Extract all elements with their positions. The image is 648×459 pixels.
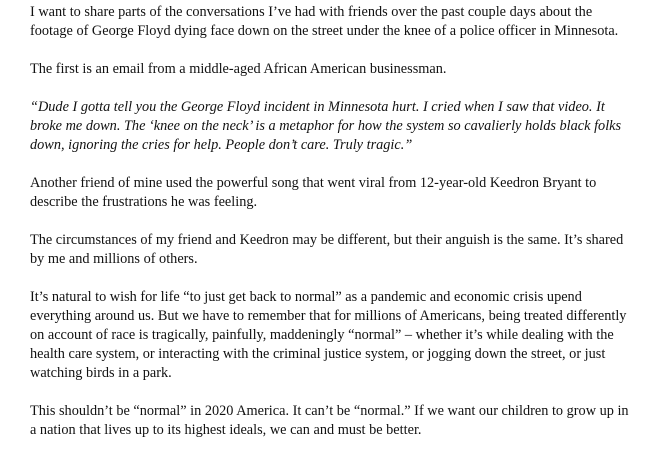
article-body — [30, 3, 630, 459]
paragraph-song: Another friend of mine used the powerful song that went viral from 12-year-old Keedron Bryant to describe the frustrations he was feeling. — [30, 175, 597, 210]
paragraph-email-intro: The first is an email from a middle-aged African American businessman. — [30, 61, 447, 77]
paragraph-intro: I want to share parts of the conversations I’ve had with friends over the past couple days about the footage of George Floyd dying face down on the street under the knee of a police officer in Minnesota. — [30, 4, 619, 39]
paragraph-quote: “Dude I gotta tell you the George Floyd incident in Minnesota hurt. I cried when I saw that video. It broke me down. The ‘knee on the neck’ is a metaphor for how the system so cavalierly holds black folks down, ignoring the cries for help. People don’t care. Truly tragic.” — [30, 99, 622, 153]
paragraph-anguish: The circumstances of my friend and Keedron may be different, but their anguish is the same. It’s shared by me and millions of others. — [30, 232, 624, 267]
paragraph-normal: It’s natural to wish for life “to just get back to normal” as a pandemic and economic crisis upend everything around us. But we have to remember that for millions of Americans, being treated differently on account of race is tragically, painfully, maddeningly “normal” – whether it’s while dealing with the health care system, or interacting with the criminal justice system, or jogging down the street, or just watching birds in a park. — [30, 289, 627, 381]
paragraph-2020: This shouldn’t be “normal” in 2020 America. It can’t be “normal.” If we want our children to grow up in a nation that lives up to its highest ideals, we can and must be better. — [30, 403, 629, 438]
